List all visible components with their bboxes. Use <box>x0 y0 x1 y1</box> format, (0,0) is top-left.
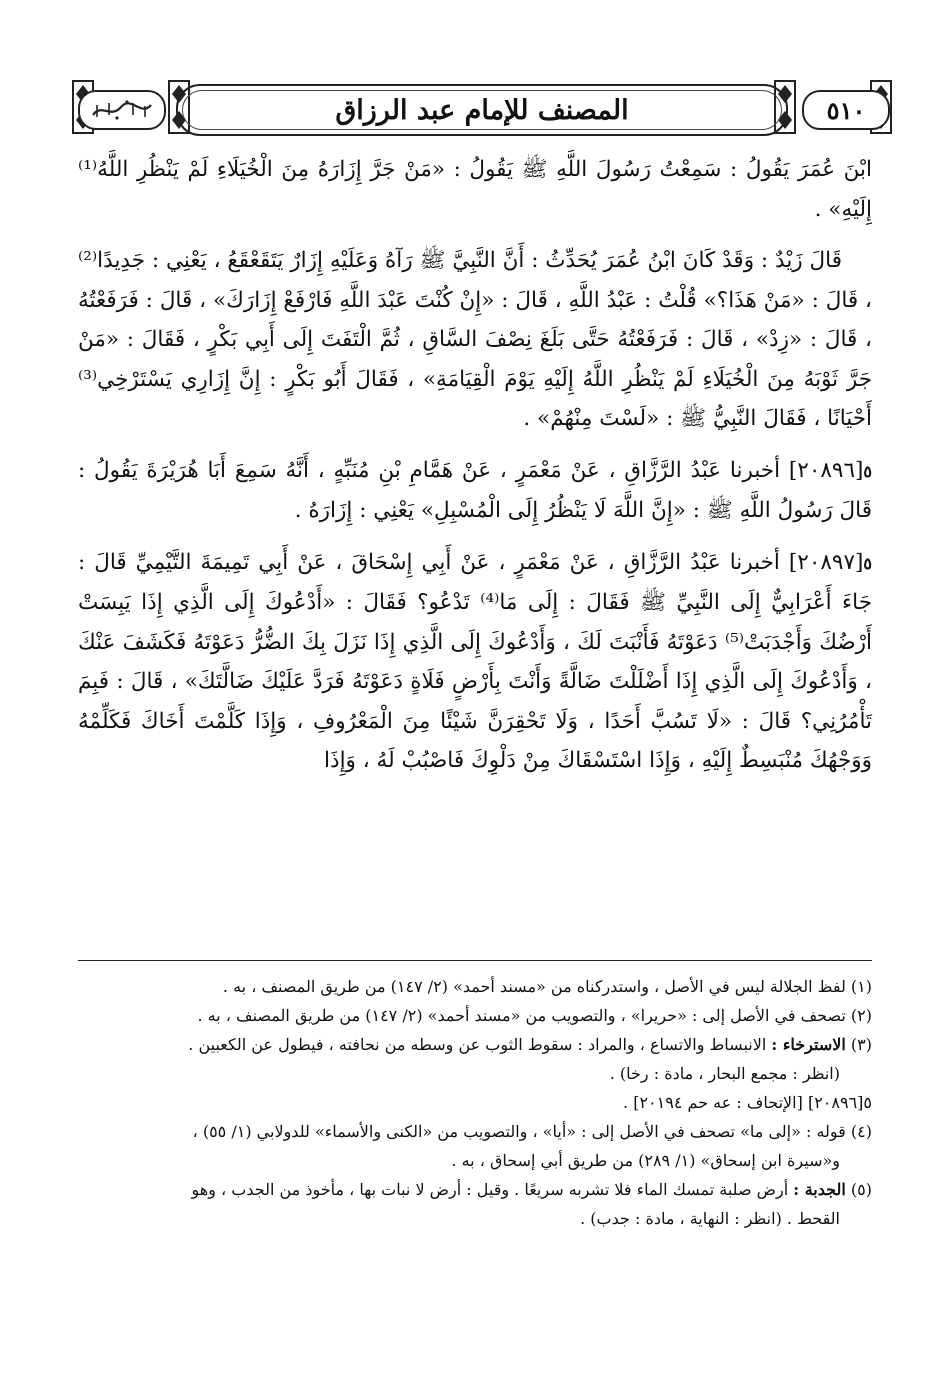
hadith-paragraph <box>78 451 872 531</box>
footnote-text: الانبساط والاتساع ، والمراد : سقوط الثوب عن وسطه من نحافته ، فيطول عن الكعبين . <box>188 1035 767 1054</box>
footnote-continuation: و«سيرة ابن إسحاق» (١/ ٢٨٩) من طريق أبي إسحاق ، به . <box>451 1151 840 1170</box>
page-header <box>72 78 892 140</box>
footnote <box>78 1175 872 1233</box>
footnote-term: الاسترخاء : <box>771 1035 846 1054</box>
footnotes <box>78 972 872 1233</box>
hadith-text: [٢٠٨٩٧] أخبرنا عَبْدُ الرَّزَّاقِ ، عَنْ مَعْمَرٍ ، عَنْ أَبِي إِسْحَاقَ ، عَنْ أَبِي تَمِيمَةَ التَّيْمِيِّ قَالَ : جَاءَ أَعْرَابِيٌّ إِلَى النَّبِيِّ ﷺ فَقَالَ : إِلَى مَا⁽⁴⁾ تَدْعُو؟ فَقَالَ : «أَدْعُوكَ إِلَى الَّذِي إِذَا يَبِسَتْ أَرْضُكَ وَأَجْدَبَتْ⁽⁵⁾ دَعَوْتَهُ فَأَنْبَتَ لَكَ ، وَأَدْعُوكَ إِلَى الَّذِي إِذَا نَزَلَ بِكَ الضُّرُّ دَعَوْتَهُ فَكَشَفَ عَنْكَ ، وَأَدْعُوكَ إِلَى الَّذِي إِذَا أَضْلَلْتَ ضَالَّةً وَأَنْتَ بِأَرْضٍ فَلَاةٍ دَعَوْتَهُ فَرَدَّ عَلَيْكَ ضَالَّتَكَ» ، قَالَ : فَبِمَ تَأْمُرُنِي؟ قَالَ : «لَا تَسُبَّ أَحَدًا ، وَلَا تَحْقِرَنَّ شَيْئًا مِنَ الْمَعْرُوفِ ، وَإِذَا كَلَّمْتَ أَخَاكَ فَكَلِّمْهُ وَوَجْهُكَ مُنْبَسِطٌ إِلَيْهِ ، وَإِذَا اسْتَسْقَاكَ مِنْ دَلْوِكَ فَاصْبُبْ لَهُ ، وَإِذَا <box>78 549 873 773</box>
footnote <box>78 1001 872 1030</box>
footnote-number: ٥ <box>863 1093 872 1112</box>
footnote <box>78 1030 872 1088</box>
hadith-paragraph <box>78 543 872 781</box>
footnote-separator <box>78 960 872 961</box>
footnote-term: الجدبة : <box>793 1180 846 1199</box>
footnote-continuation: (انظر : مجمع البحار ، مادة : رخا) . <box>609 1064 840 1083</box>
hadith-text: [٢٠٨٩٦] أخبرنا عَبْدُ الرَّزَّاقِ ، عَنْ مَعْمَرٍ ، عَنْ هَمَّامِ بْنِ مُنَبِّهٍ ، أَنَّهُ سَمِعَ أَبَا هُرَيْرَةَ يَقُولُ : قَالَ رَسُولُ اللَّهِ ﷺ : «إِنَّ اللَّهَ لَا يَنْظُرُ إِلَى الْمُسْبِلِ» يَعْنِي : إِزَارَهُ . <box>78 457 872 523</box>
main-text <box>78 150 872 781</box>
footnote-number: (٥) <box>850 1180 872 1199</box>
footnote-text: [٢٠٨٩٦] [الإتحاف : عه حم ٢٠١٩٤] . <box>623 1093 864 1112</box>
footnote-text: أرض صلبة تمسك الماء فلا تشربه سريعًا . وقيل : أرض لا نبات بها ، مأخوذ من الجدب ، وهو <box>191 1180 789 1199</box>
running-title: المصنف للإمام عبد الرزاق <box>335 94 629 126</box>
footnote-number: (٤) <box>850 1122 872 1141</box>
hadith-marker: ٥ <box>863 553 872 573</box>
page-number: ٥١٠ <box>826 95 866 125</box>
page-number-box <box>774 82 892 134</box>
footnote <box>78 1088 872 1117</box>
footnote-text: تصحف في الأصل إلى : «حريرا» ، والتصويب من «مسند أحمد» (٢/ ١٤٧) من طريق المصنف ، به . <box>197 1006 846 1025</box>
footnote-text: قوله : «إلى ما» تصحف في الأصل إلى : «أيا» ، والتصويب من «الكنى والأسماء» للدولابي (١/ ٥٥) ، <box>192 1122 846 1141</box>
footnote-number: (٣) <box>850 1035 872 1054</box>
paragraph: ابْنَ عُمَرَ يَقُولُ : سَمِعْتُ رَسُولَ اللَّهِ ﷺ يَقُولُ : «مَنْ جَرَّ إِزَارَهُ مِنَ الْخُيَلَاءِ لَمْ يَنْظُرِ اللَّهُ⁽¹⁾ إِلَيْهِ» . <box>78 157 872 222</box>
footnote-text: لفظ الجلالة ليس في الأصل ، واستدركناه من «مسند أحمد» (٢/ ١٤٧) من طريق المصنف ، به . <box>222 977 846 996</box>
calligraphy-logo-icon <box>87 97 157 123</box>
footnote-continuation: القحط . (انظر : النهاية ، مادة : جدب) . <box>580 1209 840 1228</box>
footnote-number: (٢) <box>850 1006 872 1025</box>
paragraph: قَالَ زَيْدٌ : وَقَدْ كَانَ ابْنُ عُمَرَ يُحَدِّثُ : أَنَّ النَّبِيَّ ﷺ رَآهُ وَعَلَيْهِ إِزَارٌ يَتَقَعْقَعُ ، يَعْنِي : جَدِيدًا⁽²⁾ ، قَالَ : «مَنْ هَذَا؟» قُلْتُ : عَبْدُ اللَّهِ ، قَالَ : «إِنْ كُنْتَ عَبْدَ اللَّهِ فَارْفَعْ إِزَارَكَ» ، قَالَ : فَرَفَعْتُهُ ، قَالَ : «زِدْ» ، قَالَ : فَرَفَعْتُهُ حَتَّى بَلَغَ نِصْفَ السَّاقِ ، ثُمَّ الْتَفَتَ إِلَى أَبِي بَكْرٍ ، فَقَالَ : «مَنْ جَرَّ ثَوْبَهُ مِنَ الْخُيَلَاءِ لَمْ يَنْظُرِ اللَّهُ إِلَيْهِ يَوْمَ الْقِيَامَةِ» ، فَقَالَ أَبُو بَكْرٍ : إِنَّ إِزَارِي يَسْتَرْخِي⁽³⁾ أَحْيَانًا ، فَقَالَ النَّبِيُّ ﷺ : «لَسْتَ مِنْهُمْ» . <box>78 248 872 431</box>
book-logo <box>72 82 190 134</box>
footnote <box>78 1117 872 1175</box>
footnote-number: (١) <box>850 977 872 996</box>
footnote <box>78 972 872 1001</box>
title-frame <box>176 84 788 136</box>
hadith-marker: ٥ <box>863 461 872 481</box>
